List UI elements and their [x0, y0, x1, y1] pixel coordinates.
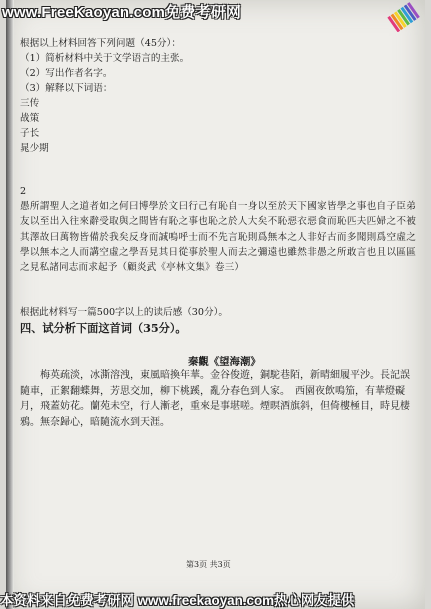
term-item: 子长: [20, 128, 40, 139]
question-item-3: （3）解释以下词语：: [20, 83, 113, 94]
term-item: 晁少期: [20, 143, 49, 154]
essay-task: 根据此材料写一篇500字以上的读后感（30分）。: [20, 307, 228, 318]
classical-passage: 愚所謂聖人之道者如之何曰博學於文曰行己有恥自一身以至於天下國家皆學之事也自子臣弟友以至出入往來辭受取與之間皆有恥之事也恥之於人大矣不恥惡衣惡食而恥匹夫匹婦之不被其澤故曰萬物皆備於我矣反身而誠嗚呼士而不先言恥則爲無本之人非好古而多聞則爲空虛之學以無本之人而講空虛之學吾見其日從事於聖人而去之彌遠也雖然非愚之所敢言也且以區區之見私諸同志而求起予（顧炎武《亭林文集》卷三）: [20, 201, 416, 274]
site-watermark[interactable]: www.FreeKaoyan.com免费考研网: [2, 4, 242, 21]
logo-icon: [384, 2, 424, 32]
bottom-banner: [0, 588, 431, 609]
question-intro: 根据以上材料回答下列问题（45分）：: [20, 38, 181, 49]
site-header: [0, 0, 431, 22]
term-item: 战策: [20, 113, 40, 124]
section-heading: 四、试分析下面这首词（35分）。: [20, 321, 187, 335]
question-item-1: （1）简析材料中关于文学语言的主张。: [20, 53, 190, 64]
page-number: 第3页 共3页: [186, 560, 231, 569]
question-item-2: （2）写出作者名字。: [20, 68, 113, 79]
passage-number: 2: [20, 186, 27, 197]
poem-title: 秦觀《望海潮》: [188, 356, 261, 368]
source-watermark[interactable]: 本资料来自免费考研网 www.freekaoyan.com热心网友提供: [0, 593, 355, 608]
binding-edge: [6, 0, 14, 609]
poem-text: 梅英疏淡，冰澌溶洩，東風暗換年華。金谷俊遊，銅駝巷陌，新晴細履平沙。長記誤隨車，正絮翻蝶舞，芳思交加，柳下桃蹊，亂分春色到人家。 西園夜飲鳴笳，有華燈礙月，飛蓋妨花。蘭苑未空，行人漸老，重來是事堪嗟。煙暝酒旗斜，但倚樓極目，時見棲鴉。無奈歸心，暗隨流水到天涯。: [20, 370, 410, 428]
term-item: 三传: [20, 98, 40, 109]
